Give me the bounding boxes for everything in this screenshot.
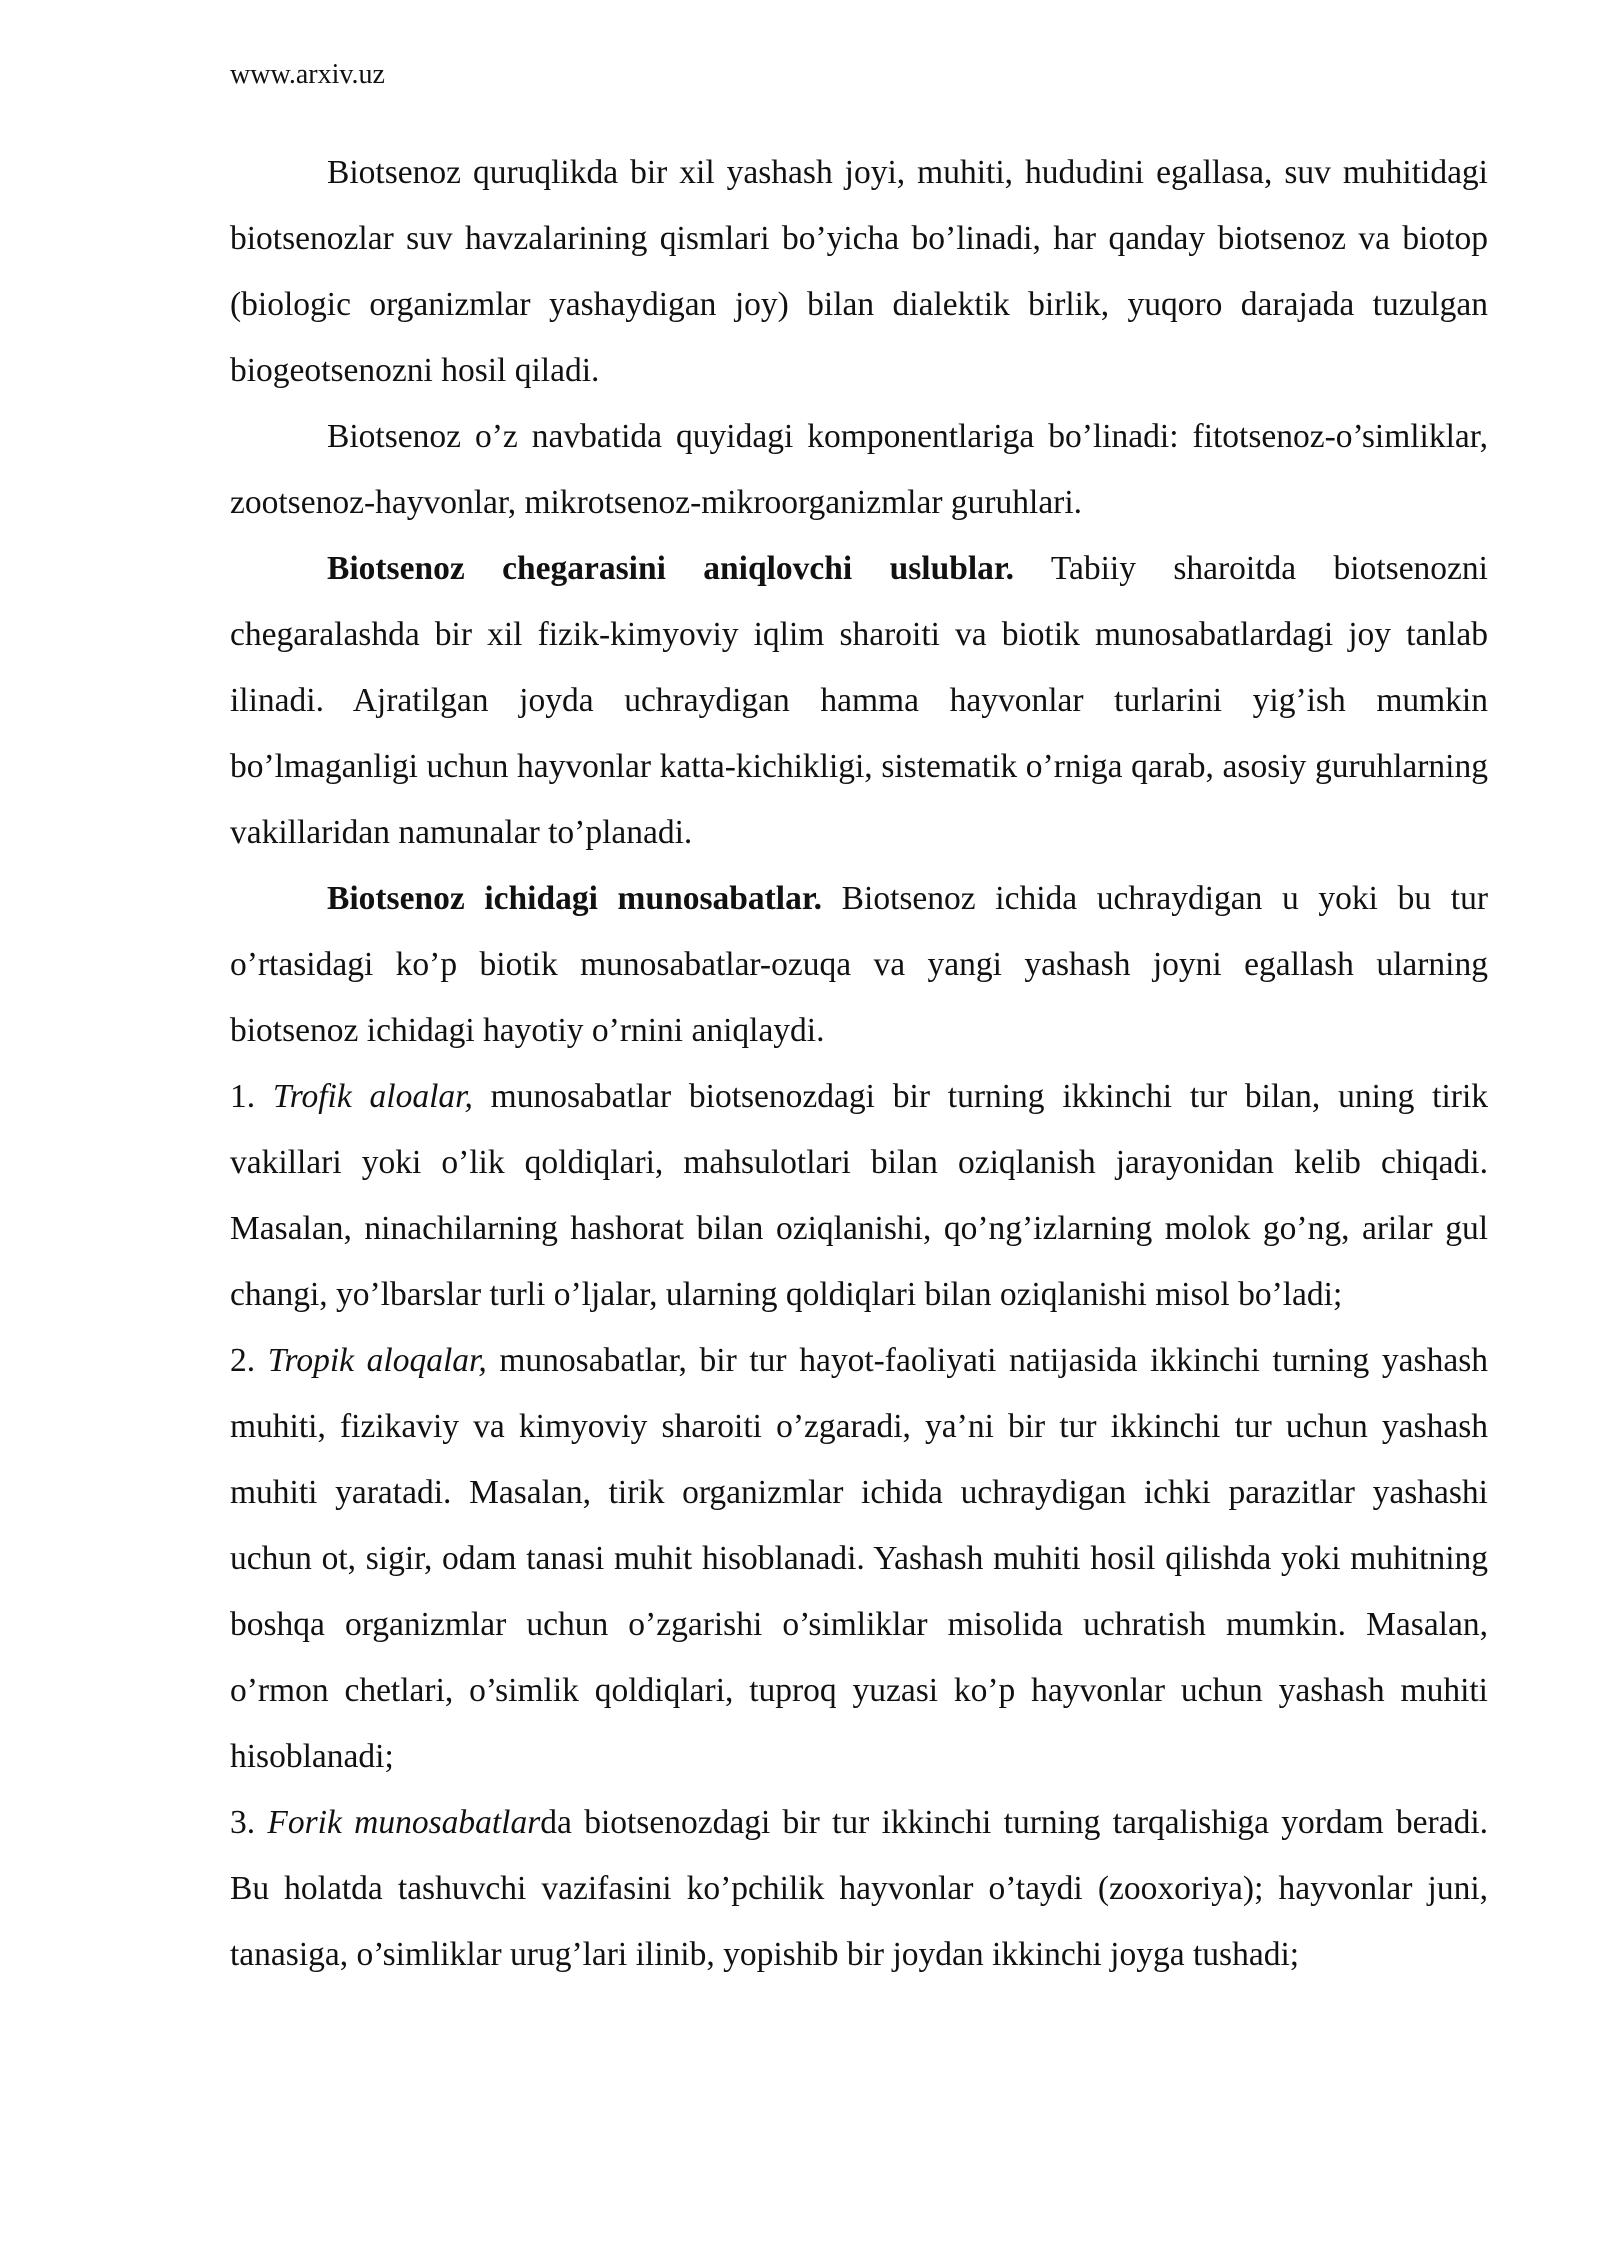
term-tropik: Tropik aloqalar, xyxy=(267,1342,487,1379)
paragraph-biotsenoz-definition: Biotsenoz quruqlikda bir xil yashash joyi, muhiti, hududini egallasa, suv muhitidagi biotsenozlar suv havzalarining qismlari bo’yicha bo’linadi, har qanday biotsenoz va biotop (biologic organizmlar yashaydigan joy) bilan dialektik birlik, yuqoro darajada tuzulgan biogeotsenozni hosil qiladi. xyxy=(230,154,1488,389)
text-tropik: munosabatlar, bir tur hayot-faoliyati natijasida ikkinchi turning yashash muhiti, fizikaviy va kimyoviy sharoiti o’zgaradi, ya’ni bir tur ikkinchi tur uchun yashash muhiti yaratadi. Masalan, tirik organizmlar ichida uchraydigan ichki parazitlar yashashi uchun ot, sigir, odam tanasi muhit hisoblanadi. Yashash muhiti hosil qilishda yoki muhitning boshqa organizmlar uchun o’zgarishi o’simliklar misolida uchratish mumkin. Masalan, o’rmon chetlari, o’simlik qoldiqlari, tuproq yuzasi ko’p hayvonlar uchun yashash muhiti hisoblanadi; xyxy=(230,1342,1488,1775)
list-item-forik xyxy=(230,1790,1488,1988)
term-forik: Forik munosabatlar xyxy=(267,1804,541,1841)
heading-boundary-methods: Biotsenoz chegarasini aniqlovchi uslublar. xyxy=(327,550,1015,587)
text-forik: da biotsenozdagi bir tur ikkinchi turning tarqalishiga yordam beradi. Bu holatda tashuvchi vazifasini ko’pchilik hayvonlar o’taydi (zooxoriya); hayvonlar juni, tanasiga, o’simliklar urug’lari ilinib, yopishib bir joydan ikkinchi joyga tushadi; xyxy=(230,1804,1489,1973)
paragraph-internal-relations xyxy=(230,866,1488,1064)
list-item-tropik xyxy=(230,1328,1488,1790)
list-number: 3. xyxy=(230,1804,268,1841)
paragraph-biotsenoz-components: Biotsenoz o’z navbatida quyidagi komponentlariga bo’linadi: fitotsenoz-o’simliklar, zootsenoz-hayvonlar, mikrotsenoz-mikroorganizmlar guruhlari. xyxy=(230,418,1488,521)
list-number: 2. xyxy=(230,1342,268,1379)
page-header-site: www.arxiv.uz xyxy=(230,59,385,90)
paragraph-boundary-methods xyxy=(230,536,1488,866)
heading-internal-relations: Biotsenoz ichidagi munosabatlar. xyxy=(327,880,823,917)
text-internal-relations: Biotsenoz ichida uchraydigan u yoki bu tur o’rtasidagi ko’p biotik munosabatlar-ozuqa va yangi yashash joyni egallash ularning biotsenoz ichidagi hayotiy o’rnini aniqlaydi. xyxy=(230,880,1488,1049)
list-number: 1. xyxy=(230,1078,273,1115)
list-item-trofik xyxy=(230,1064,1488,1328)
text-boundary-methods: Tabiiy sharoitda biotsenozni chegaralashda bir xil fizik-kimyoviy iqlim sharoiti va biotik munosabatlardagi joy tanlab ilinadi. Ajratilgan joyda uchraydigan hamma hayvonlar turlarini yig’ish mumkin bo’lmaganligi uchun hayvonlar katta-kichikligi, sistematik o’rniga qarab, asosiy guruhlarning vakillaridan namunalar to’planadi. xyxy=(230,550,1488,851)
text-trofik: munosabatlar biotsenozdagi bir turning ikkinchi tur bilan, uning tirik vakillari yoki o’lik qoldiqlari, mahsulotlari bilan oziqlanish jarayonidan kelib chiqadi. Masalan, ninachilarning hashorat bilan oziqlanishi, qo’ng’izlarning molok go’ng, arilar gul changi, yo’lbarslar turli o’ljalar, ularning qoldiqlari bilan oziqlanishi misol bo’ladi; xyxy=(230,1078,1488,1313)
term-trofik: Trofik aloalar, xyxy=(272,1078,473,1115)
document-body xyxy=(230,140,1488,1988)
